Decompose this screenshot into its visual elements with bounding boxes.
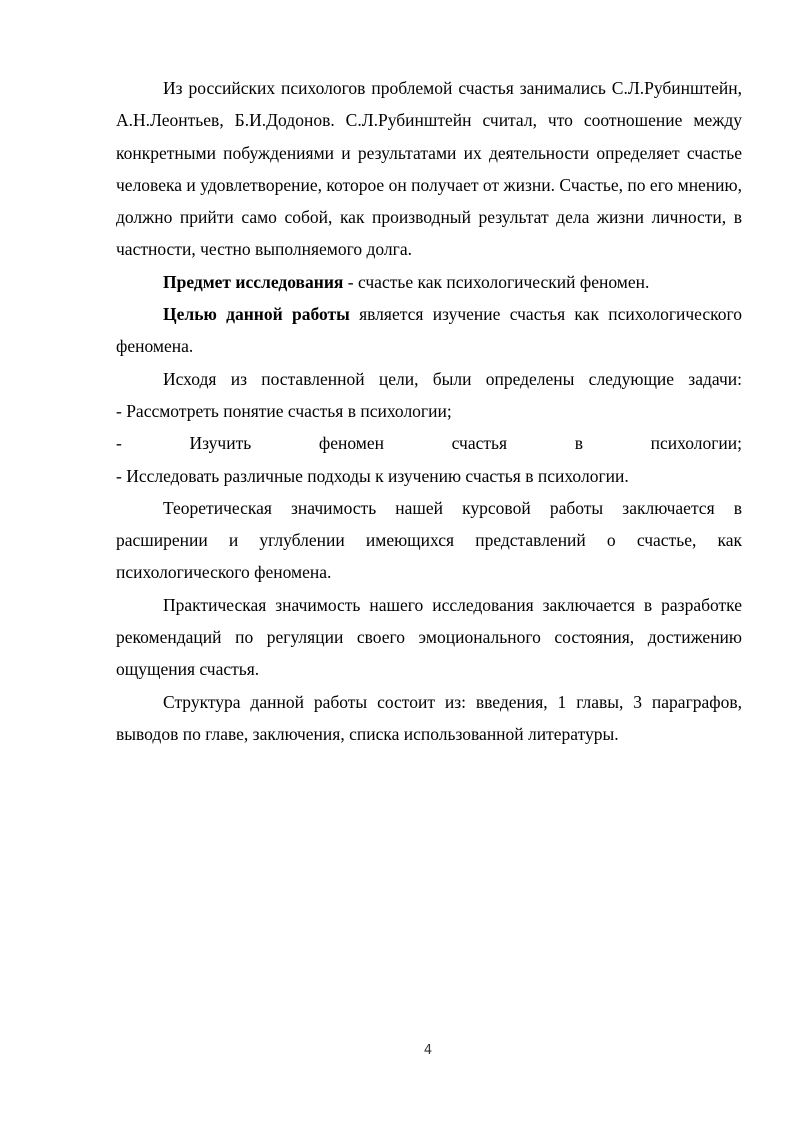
task-item-1: - Рассмотреть понятие счастья в психологии; <box>116 400 452 421</box>
paragraph-tasks-intro: Исходя из поставленной цели, были определены следующие задачи: <box>163 368 742 389</box>
research-subject-label: Предмет исследования <box>163 271 344 292</box>
paragraph-work-structure: Структура данной работы состоит из: введения, 1 главы, 3 параграфов, выводов по главе, заключения, списка использованной литературы. <box>116 691 742 744</box>
task-item-2: - Изучить феномен счастья в психологии; <box>116 433 742 454</box>
research-goal-text: является изучение счастья как психологического феномена. <box>116 304 742 357</box>
research-goal-label: Целью данной работы <box>163 304 350 325</box>
page-number: 4 <box>423 1043 433 1058</box>
paragraph-research-goal <box>116 298 742 363</box>
research-subject-text: - счастье как психологический феномен. <box>343 271 650 292</box>
paragraph-research-subject <box>116 266 742 298</box>
paragraph-russian-psychologists: Из российских психологов проблемой счастья занимались С.Л.Рубинштейн, А.Н.Леонтьев, Б.И.Додонов. С.Л.Рубинштейн считал, что соотношение между конкретными побуждениями и результатами их деятельности определяет счастье человека и удовлетворение, которое он получает от жизни. Счастье, по его мнению, должно прийти само собой, как производный результат дела жизни личности, в частности, честно выполняемого долга. <box>116 78 742 260</box>
task-item-3: - Исследовать различные подходы к изучению счастья в психологии. <box>116 465 629 486</box>
paragraph-theoretical-significance: Теоретическая значимость нашей курсовой работы заключается в расширении и углублении имеющихся представлений о счастье, как психологического феномена. <box>116 497 742 583</box>
document-body <box>116 72 742 750</box>
paragraph-practical-significance: Практическая значимость нашего исследования заключается в разработке рекомендаций по регуляции своего эмоционального состояния, достижению ощущения счастья. <box>116 594 742 680</box>
